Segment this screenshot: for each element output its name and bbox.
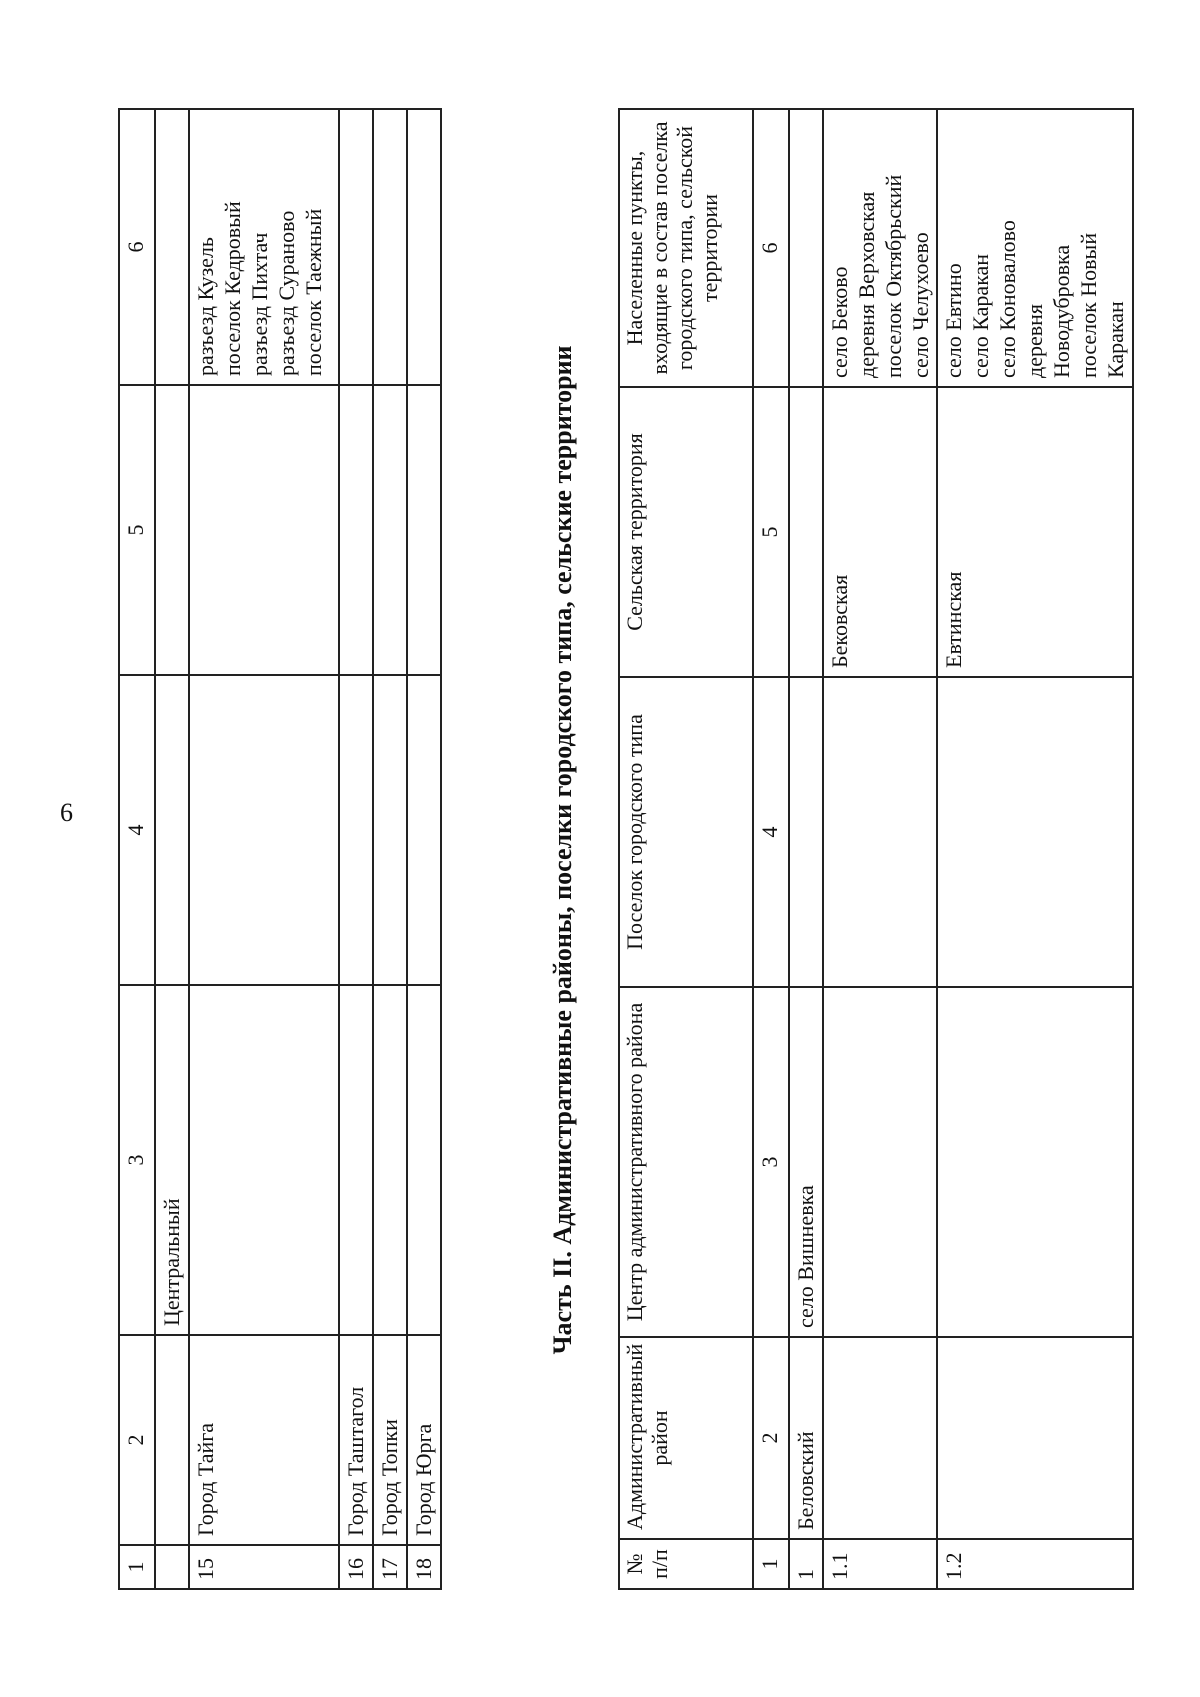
- table-row: [407, 109, 441, 1589]
- city-name: Город Топки: [373, 1335, 407, 1545]
- table-row: [937, 109, 1133, 1589]
- locality: разъезд Кузель: [193, 237, 218, 376]
- table-administrative-districts: [618, 108, 1134, 1590]
- locality: разъезд Пихтач: [247, 232, 272, 376]
- table2-colnum-3: 3: [753, 987, 789, 1337]
- locality: поселок Кедровый: [220, 201, 245, 376]
- table-row: [373, 109, 407, 1589]
- locality: село Коновалово: [995, 220, 1020, 378]
- table-row: [189, 109, 339, 1589]
- row-number: 15: [189, 1545, 339, 1589]
- district-center: село Вишневка: [789, 987, 823, 1337]
- central-district-cell: Центральный: [155, 985, 189, 1335]
- locality: Новодубровка: [1049, 244, 1074, 378]
- table1-colnum-1: 1: [119, 1545, 155, 1589]
- table2-colnum-1: 1: [753, 1539, 789, 1589]
- table2-header-row: [619, 109, 753, 1589]
- table1-colnum-3: 3: [119, 985, 155, 1335]
- localities-list: [823, 109, 937, 387]
- locality: село Челухоево: [908, 232, 933, 378]
- locality: село Каракан: [968, 253, 993, 378]
- table-row: [155, 109, 189, 1589]
- header-settlement: Поселок городского типа: [619, 677, 753, 987]
- localities-list: [937, 109, 1133, 387]
- locality: село Евтино: [941, 263, 966, 378]
- table1-colnum-6: 6: [119, 109, 155, 385]
- city-name: Город Тайга: [189, 1335, 339, 1545]
- header-rural: Сельская территория: [619, 387, 753, 677]
- table-municipal-districts-continued: [118, 108, 442, 1590]
- row-number: 17: [373, 1545, 407, 1589]
- table1-colnum-2: 2: [119, 1335, 155, 1545]
- header-center: Центр административного района: [619, 987, 753, 1337]
- section-heading: Часть II. Административные районы, поселки городского типа, сельские территории: [548, 345, 577, 1355]
- locality: село Беково: [827, 266, 852, 378]
- locality: деревня Верховская: [854, 191, 879, 378]
- table2-colnum-4: 4: [753, 677, 789, 987]
- city-name: Город Таштагол: [339, 1335, 373, 1545]
- page-number: 6: [60, 798, 73, 827]
- table2-column-numbers: [753, 109, 789, 1589]
- rural-territory: Евтинская: [937, 387, 1133, 677]
- row-number: 1.1: [823, 1539, 937, 1589]
- table2-colnum-6: 6: [753, 109, 789, 387]
- table-row: [339, 109, 373, 1589]
- locality: поселок Таежный: [301, 208, 326, 376]
- table1-column-numbers: [119, 109, 155, 1589]
- table1-colnum-4: 4: [119, 675, 155, 985]
- locality: поселок Октябрьский: [881, 174, 906, 378]
- locality: поселок Новый: [1076, 232, 1101, 378]
- row-number: 18: [407, 1545, 441, 1589]
- table2-colnum-5: 5: [753, 387, 789, 677]
- landscape-content: [100, 110, 1128, 1590]
- city-name: Город Юрга: [407, 1335, 441, 1545]
- locality: деревня: [1022, 303, 1047, 378]
- header-num: № п/п: [619, 1539, 753, 1589]
- table-row: [789, 109, 823, 1589]
- row-number: 1: [789, 1539, 823, 1589]
- header-localities: Населенные пункты, входящие в состав поселка городского типа, сельской территории: [619, 109, 753, 387]
- district-name: Беловский: [789, 1337, 823, 1539]
- rural-territory: Бековская: [823, 387, 937, 677]
- table-row: [823, 109, 937, 1589]
- localities-list: [189, 109, 339, 385]
- locality: разъезд Сураново: [274, 210, 299, 376]
- table2-colnum-2: 2: [753, 1337, 789, 1539]
- header-district: Административный район: [619, 1337, 753, 1539]
- table1-colnum-5: 5: [119, 385, 155, 675]
- locality: Каракан: [1103, 301, 1128, 378]
- row-number: 1.2: [937, 1539, 1133, 1589]
- row-number: 16: [339, 1545, 373, 1589]
